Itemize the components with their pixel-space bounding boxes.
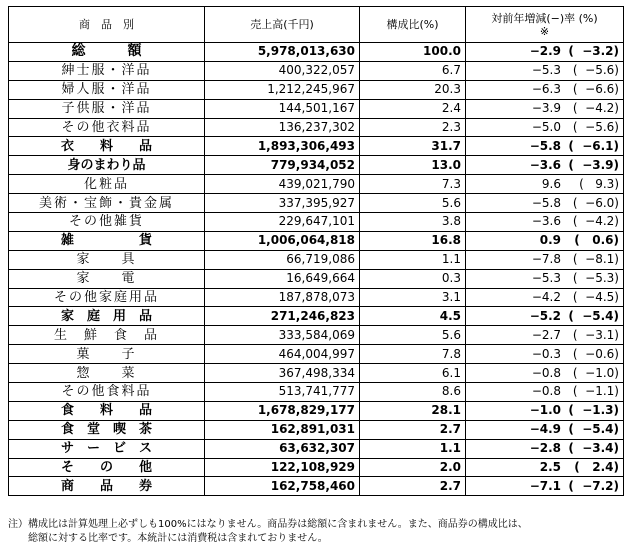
yoy-rate: −7.8 (531, 252, 561, 267)
yoy-cell (466, 307, 624, 326)
table-row (9, 43, 624, 62)
table-row (9, 477, 624, 496)
yoy-cell (466, 364, 624, 383)
yoy-rate-previous: ( 0.6) (574, 233, 619, 248)
category-name: その他食料品 (9, 383, 205, 402)
category-name: 菓 子 (9, 345, 205, 364)
yoy-cell (466, 213, 624, 232)
sales-value: 1,678,829,177 (205, 401, 360, 420)
category-name: 食 堂 喫 茶 (9, 420, 205, 439)
yoy-rate-previous: ( −4.5) (572, 290, 619, 305)
ratio-value: 13.0 (360, 156, 466, 175)
table-row (9, 213, 624, 232)
yoy-rate: 9.6 (541, 176, 561, 191)
yoy-rate: −5.3 (531, 63, 561, 78)
category-name: その他家庭用品 (9, 288, 205, 307)
yoy-rate: −2.9 (529, 44, 561, 59)
yoy-rate-previous: ( −3.4) (568, 441, 619, 456)
header-row (9, 7, 624, 43)
yoy-cell (466, 401, 624, 420)
yoy-cell (466, 250, 624, 269)
table-row (9, 194, 624, 213)
yoy-cell (466, 175, 624, 194)
yoy-rate-previous: ( 9.3) (579, 176, 619, 191)
yoy-rate: 0.9 (539, 233, 561, 248)
category-name: その他雑貨 (9, 213, 205, 232)
yoy-rate: −5.0 (531, 120, 561, 134)
sales-value: 513,741,777 (205, 383, 360, 402)
yoy-rate: −5.8 (531, 195, 561, 210)
table-row (9, 364, 624, 383)
yoy-rate: 2.5 (539, 460, 561, 475)
yoy-cell (466, 99, 624, 118)
yoy-rate-previous: ( −5.4) (568, 308, 619, 323)
category-name: 衣 料 品 (9, 137, 205, 156)
table-row (9, 288, 624, 307)
table-row (9, 118, 624, 137)
table-row (9, 307, 624, 326)
yoy-rate-previous: ( −8.1) (572, 252, 619, 267)
yoy-rate: −7.1 (529, 478, 561, 493)
table-row (9, 99, 624, 118)
yoy-rate: −4.2 (531, 290, 561, 305)
table-row (9, 80, 624, 99)
yoy-rate-previous: ( −6.6) (572, 82, 619, 97)
yoy-cell (466, 458, 624, 477)
sales-value: 337,395,927 (205, 194, 360, 213)
yoy-rate-previous: ( −3.9) (568, 157, 619, 172)
yoy-rate: −3.9 (531, 101, 561, 116)
category-name: その他衣料品 (9, 118, 205, 137)
table-row (9, 326, 624, 345)
yoy-rate-previous: ( −5.6) (572, 63, 619, 78)
category-name: 商 品 券 (9, 477, 205, 496)
category-name: 生 鮮 食 品 (9, 326, 205, 345)
table-row (9, 420, 624, 439)
ratio-value: 28.1 (360, 401, 466, 420)
yoy-rate-previous: ( −4.2) (572, 214, 619, 229)
ratio-value: 5.6 (360, 326, 466, 345)
table-row (9, 61, 624, 80)
table-row (9, 458, 624, 477)
yoy-rate: −0.3 (531, 346, 561, 361)
ratio-value: 2.0 (360, 458, 466, 477)
yoy-rate: −1.0 (529, 403, 561, 418)
yoy-rate-previous: ( −4.2) (572, 101, 619, 116)
yoy-cell (466, 345, 624, 364)
ratio-value: 6.1 (360, 364, 466, 383)
table-row (9, 269, 624, 288)
sales-value: 439,021,790 (205, 175, 360, 194)
sales-value: 66,719,086 (205, 250, 360, 269)
sales-value: 367,498,334 (205, 364, 360, 383)
table-row (9, 250, 624, 269)
category-name: 総 額 (9, 43, 205, 62)
yoy-rate: −2.8 (529, 441, 561, 456)
ratio-value: 2.7 (360, 420, 466, 439)
table-row (9, 439, 624, 458)
ratio-value: 1.1 (360, 439, 466, 458)
yoy-rate: −0.8 (531, 384, 561, 399)
sales-value: 162,758,460 (205, 477, 360, 496)
ratio-value: 100.0 (360, 43, 466, 62)
yoy-cell (466, 420, 624, 439)
header-category: 商 品 別 (9, 7, 205, 43)
yoy-rate: −5.2 (529, 308, 561, 323)
table-row (9, 175, 624, 194)
yoy-cell (466, 194, 624, 213)
ratio-value: 4.5 (360, 307, 466, 326)
yoy-rate-previous: ( −1.3) (568, 403, 619, 418)
yoy-rate-previous: ( −5.4) (568, 422, 619, 437)
table-row (9, 231, 624, 250)
sales-value: 229,647,101 (205, 213, 360, 232)
sales-value: 1,212,245,967 (205, 80, 360, 99)
ratio-value: 7.8 (360, 345, 466, 364)
yoy-rate-previous: ( −1.1) (572, 384, 619, 399)
yoy-cell (466, 231, 624, 250)
header-yoy-label: 対前年増減(−)率 (%) (491, 11, 598, 25)
table-row (9, 345, 624, 364)
category-name: 惣 菜 (9, 364, 205, 383)
yoy-rate: −3.6 (531, 214, 561, 229)
yoy-cell (466, 43, 624, 62)
ratio-value: 5.6 (360, 194, 466, 213)
header-yoy (466, 7, 624, 43)
category-name: 家 具 (9, 250, 205, 269)
yoy-cell (466, 383, 624, 402)
category-name: 婦人服・洋品 (9, 80, 205, 99)
ratio-value: 3.8 (360, 213, 466, 232)
yoy-cell (466, 118, 624, 137)
sales-value: 122,108,929 (205, 458, 360, 477)
yoy-cell (466, 439, 624, 458)
table-row (9, 137, 624, 156)
yoy-rate-previous: ( −5.3) (572, 271, 619, 286)
category-name: そ の 他 (9, 458, 205, 477)
ratio-value: 3.1 (360, 288, 466, 307)
sales-value: 779,934,052 (205, 156, 360, 175)
sales-value: 16,649,664 (205, 269, 360, 288)
sales-value: 1,006,064,818 (205, 231, 360, 250)
ratio-value: 2.4 (360, 99, 466, 118)
header-yoy-mark: ※ (539, 24, 550, 38)
ratio-value: 31.7 (360, 137, 466, 156)
footnote-line-2: 総額に対する比率です。本統計には消費税は含まれておりません。 (8, 533, 328, 544)
yoy-rate-previous: ( −5.6) (572, 120, 619, 134)
sales-by-product-table (8, 6, 624, 496)
ratio-value: 1.1 (360, 250, 466, 269)
sales-value: 464,004,997 (205, 345, 360, 364)
sales-value: 5,978,013,630 (205, 43, 360, 62)
sales-value: 162,891,031 (205, 420, 360, 439)
ratio-value: 8.6 (360, 383, 466, 402)
yoy-rate: −4.9 (529, 422, 561, 437)
sales-value: 63,632,307 (205, 439, 360, 458)
category-name: 子供服・洋品 (9, 99, 205, 118)
yoy-rate-previous: ( −3.2) (568, 44, 619, 59)
footnote (8, 518, 628, 546)
yoy-rate: −3.6 (529, 157, 561, 172)
sales-value: 1,893,306,493 (205, 137, 360, 156)
category-name: 雑 貨 (9, 231, 205, 250)
ratio-value: 6.7 (360, 61, 466, 80)
category-name: 紳士服・洋品 (9, 61, 205, 80)
yoy-rate: −5.3 (531, 271, 561, 286)
category-name: 家 庭 用 品 (9, 307, 205, 326)
ratio-value: 20.3 (360, 80, 466, 99)
yoy-rate-previous: ( −6.1) (568, 138, 619, 153)
sales-value: 400,322,057 (205, 61, 360, 80)
table-row (9, 383, 624, 402)
header-sales: 売上高(千円) (205, 7, 360, 43)
category-name: 家 電 (9, 269, 205, 288)
yoy-rate: −6.3 (531, 82, 561, 97)
yoy-cell (466, 156, 624, 175)
category-name: 食 料 品 (9, 401, 205, 420)
sales-value: 333,584,069 (205, 326, 360, 345)
yoy-rate-previous: ( −7.2) (568, 478, 619, 493)
ratio-value: 16.8 (360, 231, 466, 250)
category-name: 身のまわり品 (9, 156, 205, 175)
table-row (9, 401, 624, 420)
ratio-value: 2.7 (360, 477, 466, 496)
yoy-rate: −0.8 (531, 365, 561, 380)
ratio-value: 7.3 (360, 175, 466, 194)
table-row (9, 156, 624, 175)
category-name: 美術・宝飾・貴金属 (9, 194, 205, 213)
ratio-value: 0.3 (360, 269, 466, 288)
yoy-cell (466, 80, 624, 99)
yoy-cell (466, 137, 624, 156)
yoy-rate-previous: ( −3.1) (572, 327, 619, 342)
sales-value: 187,878,073 (205, 288, 360, 307)
sales-value: 136,237,302 (205, 118, 360, 137)
sales-value: 271,246,823 (205, 307, 360, 326)
yoy-cell (466, 288, 624, 307)
header-ratio: 構成比(%) (360, 7, 466, 43)
footnote-line-1: 注）構成比は計算処理上必ずしも100%にはなりません。商品券は総額に含まれません。また、商品券の構成比は、 (8, 519, 528, 530)
category-name: サ ー ビ ス (9, 439, 205, 458)
ratio-value: 2.3 (360, 118, 466, 137)
yoy-cell (466, 477, 624, 496)
yoy-cell (466, 269, 624, 288)
yoy-cell (466, 326, 624, 345)
yoy-rate-previous: ( −0.6) (572, 346, 619, 361)
yoy-rate-previous: ( −1.0) (572, 365, 619, 380)
sales-by-product-table-container (8, 6, 623, 496)
sales-value: 144,501,167 (205, 99, 360, 118)
yoy-rate: −5.8 (529, 138, 561, 153)
yoy-rate-previous: ( −6.0) (572, 195, 619, 210)
yoy-cell (466, 61, 624, 80)
yoy-rate-previous: ( 2.4) (574, 460, 619, 475)
yoy-rate: −2.7 (531, 327, 561, 342)
category-name: 化粧品 (9, 175, 205, 194)
